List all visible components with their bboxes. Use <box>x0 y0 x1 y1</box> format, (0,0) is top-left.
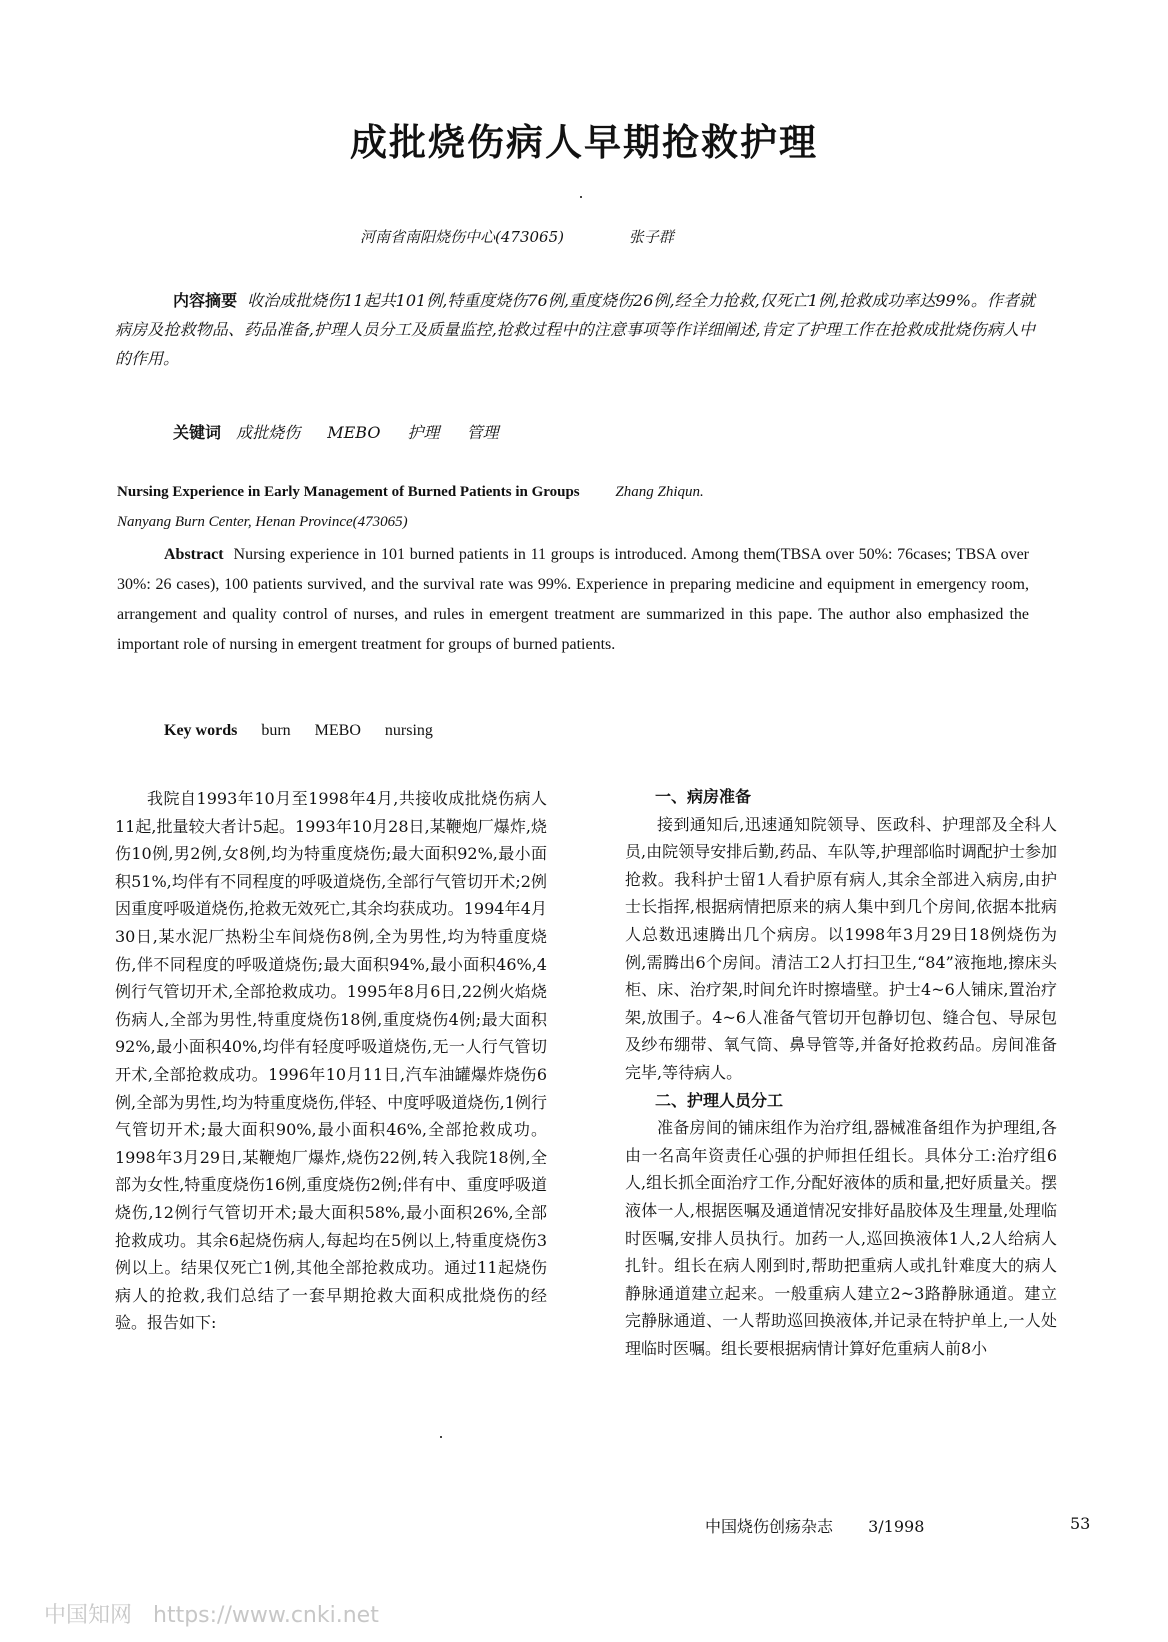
section-1-paragraph: 接到通知后,迅速通知院领导、医政科、护理部及全科人员,由院领导安排后勤,药品、车队等,护理部临时调配护士参加抢救。我科护士留1人看护原有病人,其余全部进入病房,由护士长指挥,根据病情把原来的病人集中到几个房间,依据本批病人总数迅速腾出几个病房。以1998年3月29日18例烧伤为例,需腾出6个房间。清洁工2人打扫卫生,“84”液拖地,擦床头柜、床、治疗架,时间允许时擦墙壁。护士4~6人铺床,置治疗架,放围子。4~6人准备气管切开包静切包、缝合包、导尿包及纱布绷带、氧气筒、鼻导管等,并备好抢救药品。房间准备完毕,等待病人。 <box>625 814 1057 1082</box>
scan-speck <box>440 1436 442 1438</box>
watermark-url: https://www.cnki.net <box>153 1603 379 1628</box>
section-2-heading: 二、护理人员分工 <box>655 1090 784 1110</box>
section-1-heading: 一、病房准备 <box>655 787 752 806</box>
abstract-cn-text: 收治成批烧伤11起共101例,特重度烧伤76例,重度烧伤26例,经全力抢救,仅死亡1例,抢救成功率达99%。作者就病房及抢救物品、药品准备,护理人员分工及质量监控,抢救过程中的注意事项等作详细阐述,肯定了护理工作在抢救成批烧伤病人中的作用。 <box>115 291 1035 368</box>
byline <box>360 226 880 247</box>
journal-name: 中国烧伤创疡杂志 <box>705 1517 834 1536</box>
keyword-en: nursing <box>384 722 433 739</box>
body-right-column <box>625 783 1057 1362</box>
page-number: 53 <box>1070 1514 1091 1533</box>
article-title: 成批烧伤病人早期抢救护理 <box>350 121 818 164</box>
abstract-cn <box>115 286 1035 373</box>
keywords-en-label: Key words <box>164 722 238 739</box>
abstract-en <box>117 540 1029 660</box>
english-title-line <box>117 484 1037 501</box>
english-author: Zhang Zhiqun. <box>615 484 704 500</box>
keyword-en: burn <box>261 722 291 739</box>
author: 张子群 <box>628 228 674 246</box>
affiliation: 河南省南阳烧伤中心(473065) <box>360 228 564 246</box>
abstract-cn-label: 内容摘要 <box>173 291 238 310</box>
abstract-en-label: Abstract <box>164 546 224 563</box>
body-left-column <box>115 785 547 1337</box>
english-affiliation: Nanyang Burn Center, Henan Province(473065) <box>117 514 408 530</box>
english-title: Nursing Experience in Early Management of Burned Patients in Groups <box>117 484 580 500</box>
keywords-cn <box>173 420 521 443</box>
watermark-brand: 中国知网 <box>44 1603 133 1628</box>
keyword-cn: MEBO <box>327 423 381 442</box>
intro-paragraph: 我院自1993年10月至1998年4月,共接收成批烧伤病人11起,批量较大者计5起。1993年10月28日,某鞭炮厂爆炸,烧伤10例,男2例,女8例,均为特重度烧伤;最大面积92%,最小面积51%,均伴有不同程度的呼吸道烧伤,全部行气管切开术;2例因重度呼吸道烧伤,抢救无效死亡,其余均获成功。1994年4月30日,某水泥厂热粉尘车间烧伤8例,全为男性,均为特重度烧伤,伴不同程度的呼吸道烧伤;最大面积94%,最小面积46%,4例行气管切开术,全部抢救成功。1995年8月6日,22例火焰烧伤病人,全部为男性,特重度烧伤18例,重度烧伤4例;最大面积92%,最小面积40%,均伴有轻度呼吸道烧伤,无一人行气管切开术,全部抢救成功。1996年10月11日,汽车油罐爆炸烧伤6例,全部为男性,均为特重度烧伤,伴轻、中度呼吸道烧伤,1例行气管切开术;最大面积90%,最小面积46%,全部抢救成功。1998年3月29日,某鞭炮厂爆炸,烧伤22例,转入我院18例,全部为女性,特重度烧伤16例,重度烧伤2例;伴有中、重度呼吸道烧伤,12例行气管切开术;最大面积58%,最小面积26%,全部抢救成功。其余6起烧伤病人,每起均在5例以上,特重度烧伤3例以上。结果仅死亡1例,其他全部抢救成功。通过11起烧伤病人的抢救,我们总结了一套早期抢救大面积成批烧伤的经验。报告如下: <box>115 789 547 1333</box>
abstract-en-text: Nursing experience in 101 burned patients in 11 groups is introduced. Among them(TBSA over 50%: 76cases; TBSA over 30%: 26 cases), 100 patients survived, and the survival rate was 99%. Experience in preparing medicine and equipment in emergency room, arrangement and quality control of nurses, and rules in emergent treatment are summarized in this pape. The author also emphasized the important role of nursing in emergent treatment for groups of burned patients. <box>117 546 1029 653</box>
journal-issue: 3/1998 <box>868 1517 925 1536</box>
keyword-cn: 成批烧伤 <box>236 423 301 442</box>
keywords-en <box>164 722 453 740</box>
keyword-en: MEBO <box>314 722 361 739</box>
keyword-cn: 护理 <box>407 423 440 442</box>
keywords-cn-label: 关键词 <box>173 423 222 442</box>
scan-speck <box>580 196 582 198</box>
page-footer <box>705 1514 1105 1537</box>
section-2-paragraph: 准备房间的铺床组作为治疗组,器械准备组作为护理组,各由一名高年资责任心强的护师担任组长。具体分工:治疗组6人,组长抓全面治疗工作,分配好液体的质和量,把好质量关。摆液体一人,根据医嘱及通道情况安排好晶胶体及生理量,处理临时医嘱,安排人员执行。加药一人,巡回换液体1人,2人给病人扎针。组长在病人刚到时,帮助把重病人或扎针难度大的病人静脉通道建立起来。一般重病人建立2~3路静脉通道。建立完静脉通道、一人帮助巡回换液体,并记录在特护单上,一人处理临时医嘱。组长要根据病情计算好危重病人前8小 <box>625 1118 1057 1358</box>
keyword-cn: 管理 <box>466 423 499 442</box>
cnki-watermark <box>44 1598 379 1629</box>
